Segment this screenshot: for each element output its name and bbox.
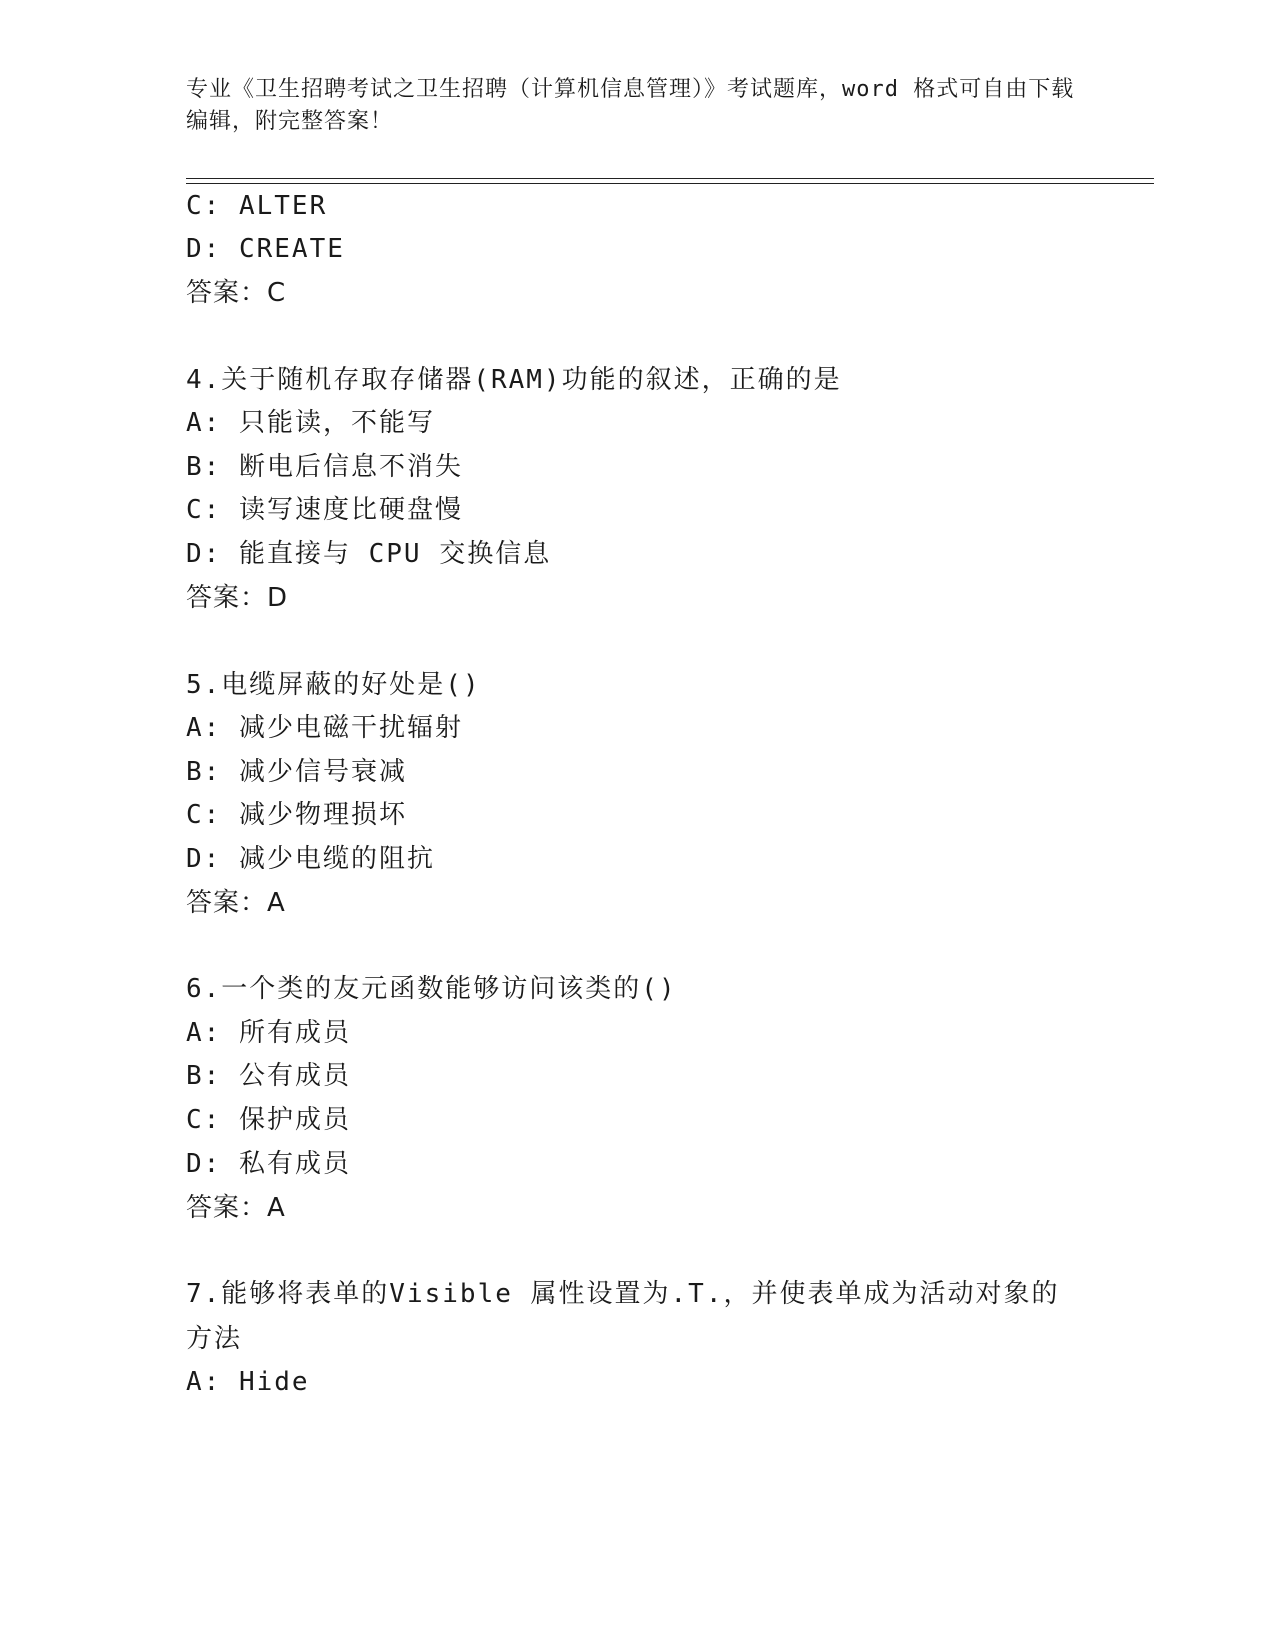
- question-stem: 6.一个类的友元函数能够访问该类的(): [186, 974, 677, 1004]
- option-a: A: 所有成员: [186, 1018, 351, 1048]
- option-d: D: 减少电缆的阻抗: [186, 844, 435, 874]
- header-divider-top: [186, 178, 1154, 179]
- answer: 答案：A: [186, 888, 286, 918]
- document-header: 专业《卫生招聘考试之卫生招聘（计算机信息管理）》考试题库，word 格式可自由下载编辑，附完整答案！: [186, 77, 1075, 134]
- question-stem: 7.能够将表单的Visible 属性设置为.T.，并使表单成为活动对象的方法: [186, 1279, 1060, 1354]
- option-d: D: CREATE: [186, 234, 345, 264]
- question-stem: 5.电缆屏蔽的好处是(): [186, 670, 481, 700]
- option-a: A: 减少电磁干扰辐射: [186, 713, 463, 743]
- option-a: A: 只能读，不能写: [186, 408, 435, 438]
- answer: 答案：D: [186, 583, 289, 613]
- option-b: B: 公有成员: [186, 1061, 351, 1091]
- answer: 答案：A: [186, 1193, 286, 1223]
- option-c: C: 保护成员: [186, 1105, 351, 1135]
- option-c: C: 读写速度比硬盘慢: [186, 495, 463, 525]
- option-c: C: ALTER: [186, 191, 328, 221]
- question-stem: 4.关于随机存取存储器(RAM)功能的叙述，正确的是: [186, 365, 842, 395]
- option-a: A: Hide: [186, 1367, 310, 1397]
- option-d: D: 能直接与 CPU 交换信息: [186, 539, 552, 569]
- option-d: D: 私有成员: [186, 1149, 351, 1179]
- option-c: C: 减少物理损坏: [186, 800, 407, 830]
- header-divider-bottom: [186, 183, 1154, 184]
- answer: 答案：C: [186, 278, 287, 308]
- option-b: B: 减少信号衰减: [186, 757, 407, 787]
- option-b: B: 断电后信息不消失: [186, 452, 463, 482]
